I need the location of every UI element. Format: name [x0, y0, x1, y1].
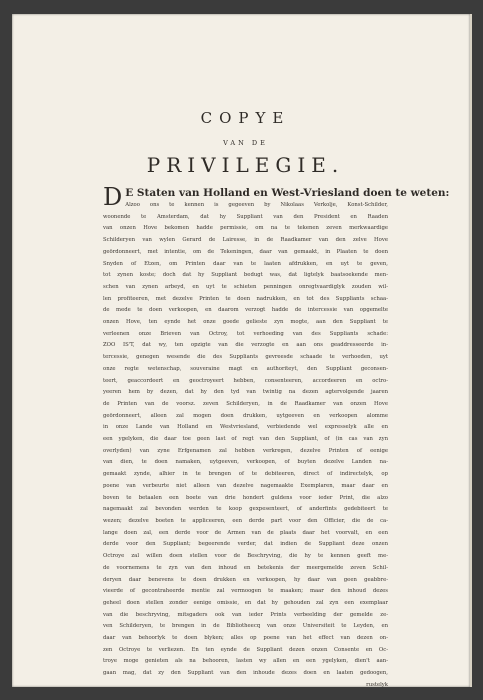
body-line: gaan mag, dat zy den Suppliant van den inhoude dezes doen en laaten gedoogen, [103, 670, 388, 677]
body-line: verleenen onze Brieven van Octroy, tot verhoeding van des Suppliants schade: [103, 330, 388, 337]
heading-van-de: VAN DE [223, 139, 268, 147]
body-line: van dien, te doen namaken, uytgeeven, verkoopen, of buyten dezelve Landen na- [103, 459, 388, 466]
body-line: vieerde of gecontraheerde mentie zal vermoogen te maaken; maar den inhoud dezes [103, 588, 388, 595]
body-line: wezen; dezelve boeten te appliceeren, een derde part voor den Officier, die de ca- [103, 517, 388, 524]
body-line: Snyden of Etzen, om Printen daar van te laaten afdrukken, en uyt te geven, [103, 260, 388, 267]
body-line: teert, geaccordeert en geoctroyeert hebben, consenteeren, accordeeren en octro- [103, 377, 388, 384]
body-line: de mede te doen verkoopen, en daarom verzogt hadde de intercessie van opgemelte [103, 307, 388, 314]
body-line: ZOO IS'T, dat wy, ten opzigte van die verzogte en aan ons geaddresseerde in- [103, 342, 388, 349]
body-line: onze regte wetenschap, souveraine magt en authoriteyt, den Suppliant geconsen- [103, 365, 388, 372]
body-line: de voornemens te zyn van den inhoud en betekenis der meergemelde zeven Schil- [103, 564, 388, 571]
body-line: daar van behoorlyk te doen blyken; alles op poene van het effect van dezen on- [103, 635, 388, 642]
body-line: schen van zynen arbeyd, en uyt te schieten penningen onregtvaardiglyk zouden wil- [103, 283, 388, 290]
body-line: Octroye zal willen doen stellen voor de Beschryving, die hy te kennen geeft me- [103, 553, 388, 560]
body-line: Schilderyen van wylen Gerard de Lairesse, in de Raadkamer van den zelve Hove [103, 237, 388, 244]
body-line: yeeren hem by dezen, dat hy den tyd van twintig na dezen agtervolgende jaaren [103, 389, 388, 396]
catchword: rustelyk [366, 681, 388, 688]
body-line: Alzoo ons te kennen is gegeeven by Nikolaas Verkolje, Konst-Schilder, [125, 202, 388, 208]
body-line: tercessie, genegen wesende die des Suppliants gevreesde schaade te verhoeden, uyt [103, 354, 388, 361]
body-text [103, 200, 388, 680]
body-line: derde voor den Suppliant; begeerende verder, dat indien de Suppliant deze onzen [103, 541, 388, 548]
body-line: boven te betaalen een boete van drie hondert guldens voor ieder Print, die alzo [103, 494, 388, 501]
heading-privilegie: PRIVILEGIE. [146, 153, 345, 177]
body-line: geördonneert, alleen zal mogen doen drukken, uytgeeven en verkoopen alomme [103, 412, 388, 419]
body-line: een ygelyken, die daar toe geen last of regt van den Suppliant, of (in cas van zyn [103, 436, 388, 443]
body-line: troye moge genieten als na behooren, lasten wy allen en een ygelyken, dien't aan- [103, 658, 388, 665]
body-line: woonende te Amsterdam, dat hy Suppliant van den President en Raaden [103, 213, 388, 220]
document-sheet [12, 14, 472, 687]
body-line: geheel doen stellen zonder eenige omissie, en dat hy gehouden zal zyn een exemplaar [103, 599, 388, 606]
body-line: poene van verbeurte niet alleen van dezelve nagemaakte Exemplaren, maar daar en [103, 482, 388, 489]
body-line: geördonneert, met intentie, om de Tekeningen, daar van gemaakt, in Plaaten te doen [103, 248, 388, 255]
body-line: len profiteeren, met dezelve Printen te doen nadrukken, en tot des Suppliants schaa- [103, 295, 388, 302]
body-line: gemaakt zynde, alhier in te brengen of te debiteeren, direct of indirectelyk, op [103, 471, 388, 478]
opening-title-line: E Staten van Holland en West-Vriesland doen te weten: [125, 187, 450, 199]
body-line: overlyden) van zyne Erfgenamen zal hebben verkregen, dezelve Printen of eenige [103, 447, 388, 454]
body-line: zen Octroye te verliezen. En ten eynde de Suppliant dezen onzen Consente en Oc- [103, 646, 388, 653]
body-line: de Printen van de voorsz. zeven Schilderyen, in de Raadkamer van onzen Hove [103, 400, 388, 407]
body-line: nagemaakt zal bevonden werden te koop gexpesenteert, of anderfints gedebiteert te [103, 506, 388, 513]
body-line: van die beschryving, mitsgaders ook van ieder Prints verbeelding der gemelde ze- [103, 611, 388, 618]
opening-paragraph [103, 183, 450, 690]
body-line: tot zynen koste; doch dat hy Suppliant bedugt was, dat ligtelyk baatsoekende men- [103, 272, 388, 279]
body-line: ven Schilderyen, te brengen in de Bibliotheecq van onze Universiteit te Leyden, en [103, 623, 388, 630]
body-line: onzen Hove, ten eynde het onze goede gelieste zyn mogte, aan den Suppliant te [103, 319, 388, 326]
body-line: in onze Lande van Holland en Westvriesland, verbiedende wel expresselyk alle en [103, 424, 388, 431]
heading-copye: COPYE [200, 109, 291, 127]
body-line: van onzen Hove bekomen hadde permissie, om na te tekenen zeven merkwaardige [103, 225, 388, 232]
drop-cap: D [103, 183, 123, 211]
body-line: deryen daar benevens te doen drukken en verkoopen, hy daar van geen geabbre- [103, 576, 388, 583]
document-text [103, 109, 450, 690]
body-line: lange doen zal, een derde voor de Armen van de plaats daar het voorvalt, en een [103, 529, 388, 536]
